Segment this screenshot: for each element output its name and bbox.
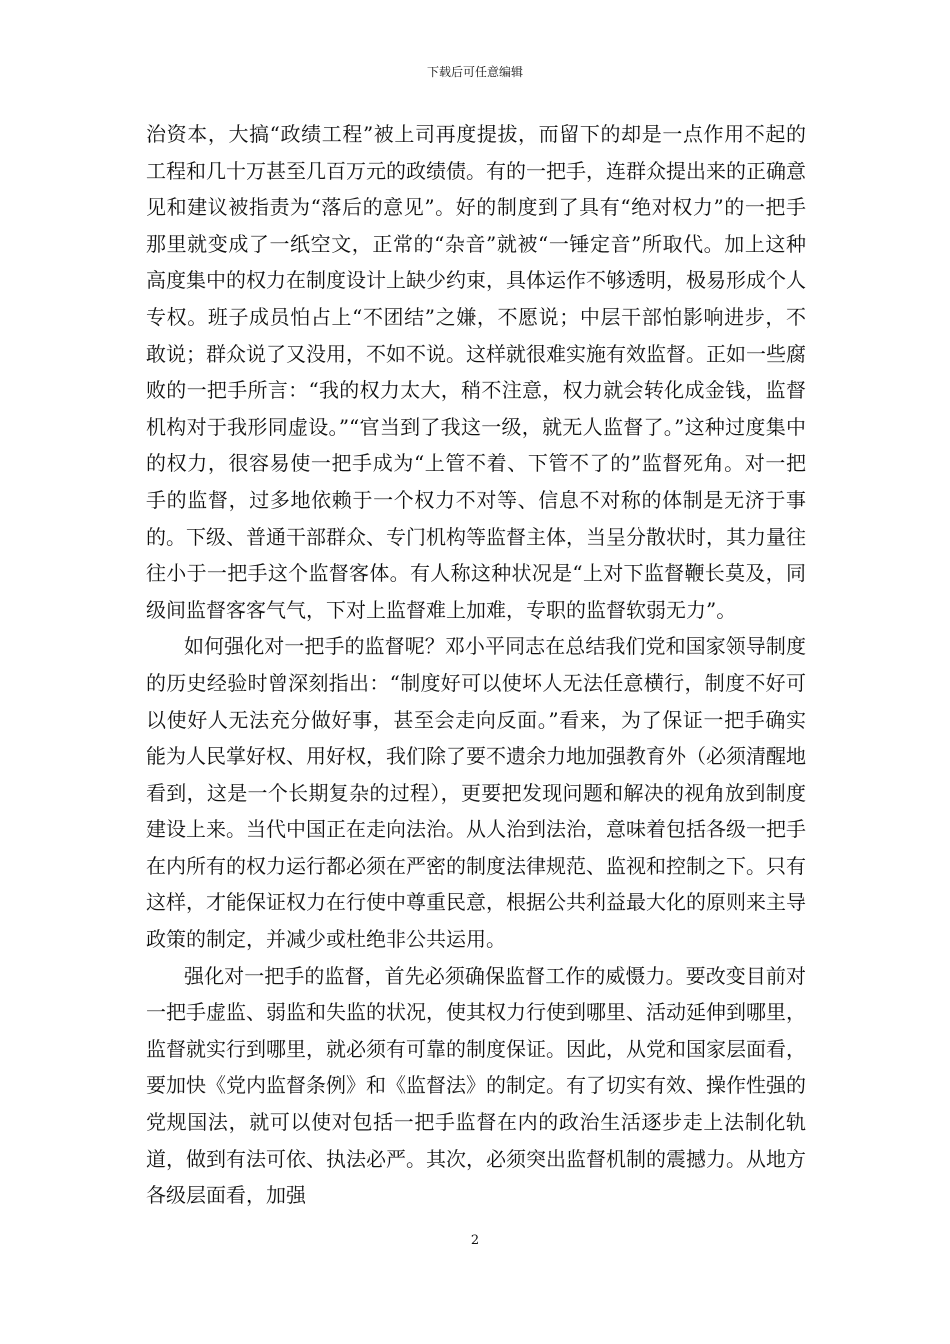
paragraph-continued: 治资本，大搞“政绩工程”被上司再度提拔，而留下的却是一点作用不起的工程和几十万甚至几百万元的政绩债。有的一把手，连群众提出来的正确意见和建议被指责为“落后的意见”。好的制度到了具有“绝对权力”的一把手那里就变成了一纸空文，正常的“杂音”就被“一锤定音”所取代。加上这种高度集中的权力在制度设计上缺少约束，具体运作不够透明，极易形成个人专权。班子成员怕占上“不团结”之嫌，不愿说；中层干部怕影响进步，不敢说；群众说了又没用，不如不说。这样就很难实施有效监督。正如一些腐败的一把手所言：“我的权力太大，稍不注意，权力就会转化成金钱，监督机构对于我形同虚设。”“官当到了我这一级，就无人监督了。”这种过度集中的权力，很容易使一把手成为“上管不着、下管不了的”监督死角。对一把手的监督，过多地依赖于一个权力不对等、信息不对称的体制是无济于事的。下级、普通干部群众、专门机构等监督主体，当呈分散状时，其力量往往小于一把手这个监督客体。有人称这种状况是“上对下监督鞭长莫及，同级间监督客客气气，下对上监督难上加难，专职的监督软弱无力”。: [146, 122, 806, 622]
document-body: [146, 116, 806, 1214]
paragraph: 如何强化对一把手的监督呢？邓小平同志在总结我们党和国家领导制度的历史经验时曾深刻指出：“制度好可以使坏人无法任意横行，制度不好可以使好人无法充分做好事，甚至会走向反面。”看来，为了保证一把手确实能为人民掌好权、用好权，我们除了要不遗余力地加强教育外（必须清醒地看到，这是一个长期复杂的过程），更要把发现问题和解决的视角放到制度建设上来。当代中国正在走向法治。从人治到法治，意味着包括各级一把手在内所有的权力运行都必须在严密的制度法律规范、监视和控制之下。只有这样，才能保证权力在行使中尊重民意，根据公共利益最大化的原则来主导政策的制定，并减少或杜绝非公共运用。: [146, 634, 806, 952]
page-number: 2: [470, 1233, 480, 1248]
paragraph: 强化对一把手的监督，首先必须确保监督工作的威慑力。要改变目前对一把手虚监、弱监和失监的状况，使其权力行使到哪里、活动延伸到哪里，监督就实行到哪里，就必须有可靠的制度保证。因此，从党和国家层面看，要加快《党内监督条例》和《监督法》的制定。有了切实有效、操作性强的党规国法，就可以使对包括一把手监督在内的政治生活逐步走上法制化轨道，做到有法可依、执法必严。其次，必须突出监督机制的震撼力。从地方各级层面看，加强: [146, 963, 806, 1208]
page-header: 下载后可任意编辑: [426, 65, 523, 79]
